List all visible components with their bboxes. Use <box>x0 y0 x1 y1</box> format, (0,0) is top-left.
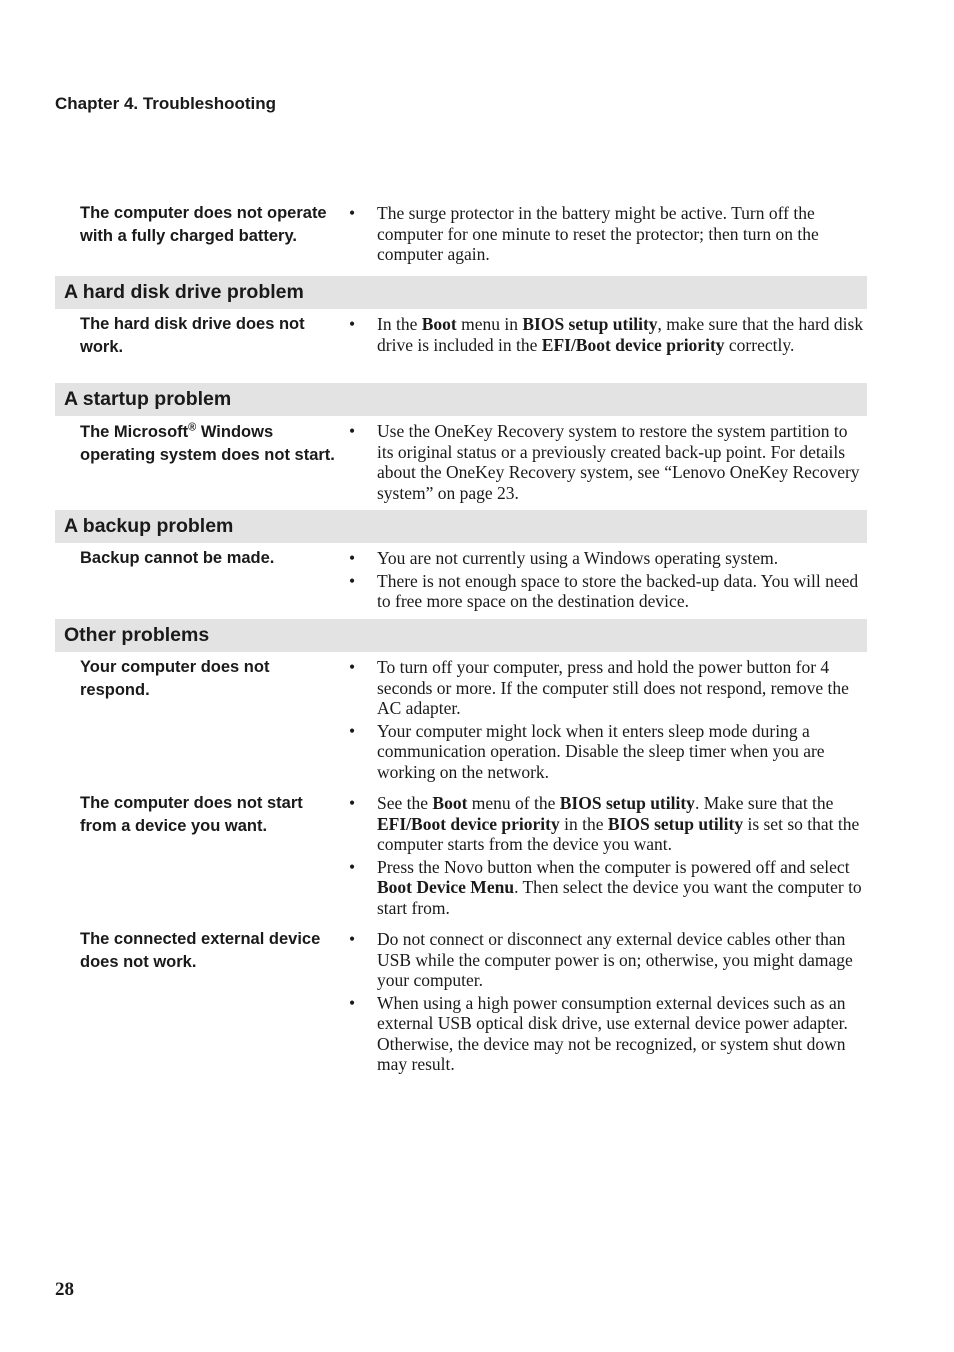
solution-list <box>345 929 867 1077</box>
solution-text: When using a high power consumption external devices such as an external USB optical disk drive, use external device power adapter. Otherwise, the device may not be recognized, or system shut down may result. <box>377 992 848 1074</box>
section-header-hdd <box>55 276 867 309</box>
solution-text: Do not connect or disconnect any external device cables other than USB while the computer power is on; otherwise, you might damage your computer. <box>377 929 853 990</box>
problem-label: Your computer does not respond. <box>80 658 270 699</box>
problem-label <box>80 421 335 467</box>
solution-item <box>345 993 867 1075</box>
problem-text: Windows operating system does not start. <box>80 423 335 464</box>
solution-text: . Then select the device you want the computer to start from. <box>377 877 862 918</box>
bullet-icon: • <box>349 856 356 877</box>
solution-list <box>345 421 867 505</box>
solution-item <box>345 314 867 355</box>
bullet-icon: • <box>349 929 356 949</box>
solution-item <box>345 421 867 503</box>
solution-text: In the <box>377 314 422 334</box>
solution-item <box>345 793 867 855</box>
solution-text: menu of the <box>467 793 560 813</box>
bullet-icon: • <box>349 570 356 591</box>
solution-text: Press the Novo button when the computer is powered off and select <box>377 856 850 877</box>
section-header-other <box>55 619 867 652</box>
bullet-icon: • <box>349 720 356 741</box>
solution-item <box>345 657 867 719</box>
bold-term: Boot Device Menu <box>377 877 515 897</box>
problem-label: The connected external device does not work. <box>80 930 321 971</box>
bold-term: BIOS setup utility <box>607 813 744 834</box>
section-header-startup <box>55 383 867 416</box>
solution-text: menu in <box>456 314 523 334</box>
solution-item <box>345 548 867 569</box>
section-title: Other problems <box>64 624 210 646</box>
bullet-icon: • <box>349 793 356 813</box>
solution-item <box>345 571 867 612</box>
problem-label: The hard disk drive does not work. <box>80 315 305 356</box>
problem-text: The Microsoft <box>80 423 189 441</box>
solution-text: is set so that the computer starts from the device you want. <box>377 813 860 854</box>
bold-term: EFI/Boot device priority <box>377 813 560 834</box>
chapter-header: Chapter 4. Troubleshooting <box>55 94 277 113</box>
solution-text: See the <box>377 793 433 813</box>
registered-mark: ® <box>188 421 197 434</box>
page-number: 28 <box>55 1279 74 1300</box>
solution-text: Your computer might lock when it enters sleep mode during a communication operation. Disable the sleep timer when you are working on the network. <box>377 720 825 782</box>
problem-label: The computer does not start from a device you want. <box>80 794 303 835</box>
solution-text: correctly. <box>724 334 795 355</box>
solution-list <box>345 314 867 357</box>
solution-list <box>345 203 867 267</box>
bold-term: EFI/Boot device priority <box>541 334 725 355</box>
section-title: A hard disk drive problem <box>64 281 304 303</box>
solution-text: . Make sure that the <box>694 793 834 813</box>
bullet-icon: • <box>349 314 356 334</box>
solution-text: , make sure that the hard disk drive is included in the <box>377 314 864 355</box>
solution-list <box>345 793 867 920</box>
bold-term: BIOS setup utility <box>522 314 658 334</box>
bold-term: BIOS setup utility <box>559 793 695 813</box>
solution-item <box>345 857 867 919</box>
solution-item <box>345 721 867 783</box>
bullet-icon: • <box>349 657 356 677</box>
solution-text: The surge protector in the battery might be active. Turn off the computer for one minute to reset the protector; then turn on the computer again. <box>377 203 819 264</box>
solution-text: There is not enough space to store the backed-up data. You will need to free more space on the destination device. <box>377 570 859 611</box>
solution-item <box>345 203 867 265</box>
solution-text: To turn off your computer, press and hold the power button for 4 seconds or more. If the computer still does not respond, remove the AC adapter. <box>377 657 849 718</box>
problem-label: The computer does not operate with a fully charged battery. <box>80 204 327 245</box>
bullet-icon: • <box>349 992 356 1013</box>
bullet-icon: • <box>349 203 356 223</box>
bold-term: Boot <box>421 314 457 334</box>
section-header-backup <box>55 510 867 543</box>
bullet-icon: • <box>349 421 356 441</box>
bold-term: Boot <box>432 793 468 813</box>
solution-list <box>345 548 867 614</box>
solution-item <box>345 929 867 991</box>
solution-text: in the <box>559 813 608 834</box>
section-title: A backup problem <box>64 515 234 537</box>
problem-label: Backup cannot be made. <box>80 549 275 567</box>
solution-text: Use the OneKey Recovery system to restore the system partition to its original status or a previously created back-up point. For details about the OneKey Recovery system, see “Lenovo OneKey Recovery system” on page 23. <box>377 421 860 503</box>
solution-list <box>345 657 867 784</box>
bullet-icon: • <box>349 548 356 568</box>
solution-text: You are not currently using a Windows operating system. <box>377 548 779 568</box>
section-title: A startup problem <box>64 388 232 410</box>
